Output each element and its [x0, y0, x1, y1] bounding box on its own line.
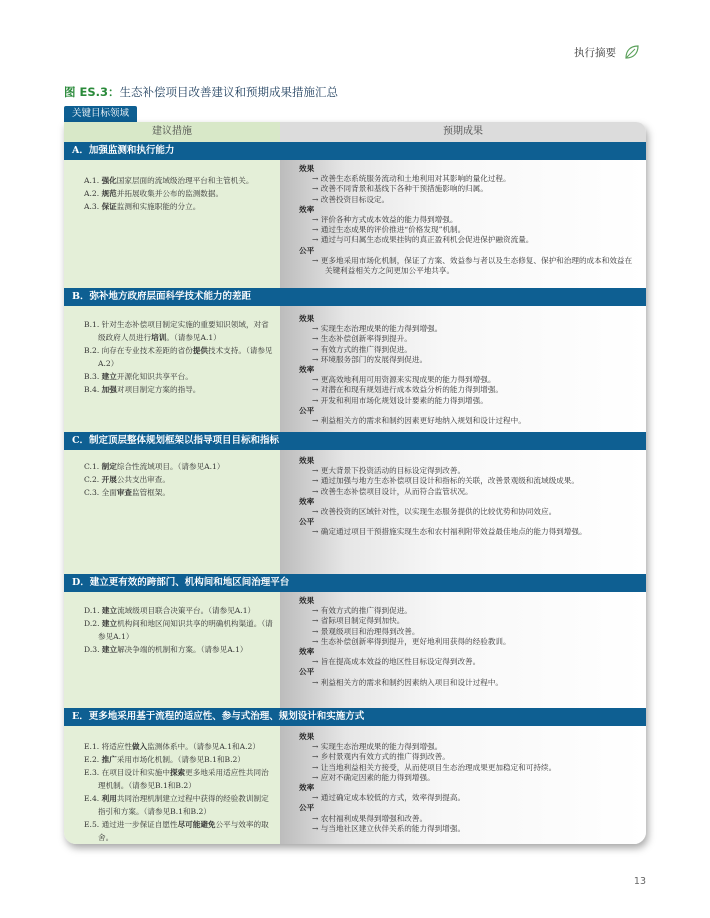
measure-keyword: 制定: [101, 462, 117, 471]
measure-keyword: 推广: [101, 755, 117, 764]
measure-item: [84, 753, 274, 766]
result-item: → 改善投资的区域针对性，以实现生态服务提供的比较优势和协同效应。: [312, 507, 557, 517]
measure-text: 监管框架。: [132, 488, 170, 497]
result-item: → 通过确定成本较低的方式，效率得到提高。: [312, 793, 466, 803]
measure-number: D.1.: [84, 606, 100, 615]
measure-text: 将适应性: [101, 742, 132, 751]
measure-item: [84, 344, 274, 370]
result-item: → 有效方式的推广得到促进。: [312, 606, 412, 616]
figure-title: [64, 84, 338, 100]
measure-text: 针对生态补偿项目制定实施的重要知识领域，对省级政府人员进行: [98, 320, 269, 342]
measure-text: 。（请参见A.1）: [166, 333, 221, 342]
section-label: 执行摘要: [574, 46, 616, 59]
result-item: → 生态补偿创新率得到提升。: [312, 334, 412, 344]
measure-keyword: 强化: [101, 176, 117, 185]
result-category: 效果: [299, 596, 315, 605]
result-category: 效果: [299, 732, 315, 741]
result-item: → 改善投资目标设定。: [312, 194, 390, 204]
measure-text: 流域级项目联合决策平台。（请参见A.1）: [117, 606, 256, 615]
measure-keyword: 利用: [101, 794, 117, 803]
result-item: → 实现生态治理成果的能力得到增强。: [312, 324, 443, 334]
results-list: [299, 732, 639, 834]
result-category: 效率: [299, 783, 315, 793]
result-category: 效率: [299, 647, 315, 657]
result-category: 效率: [299, 496, 315, 506]
measure-item: [84, 370, 274, 383]
results-list: [299, 164, 639, 276]
section-header: C．制定顶层整体规划框架以指导项目目标和指标: [64, 432, 646, 450]
measure-item: [84, 200, 274, 213]
measure-number: E.1.: [84, 742, 100, 751]
measures-list: [84, 460, 274, 499]
measure-item: [84, 792, 274, 818]
leaf-icon: [624, 44, 640, 60]
measure-number: B.4.: [84, 385, 100, 394]
measure-number: E.4.: [84, 794, 100, 803]
measure-item: [84, 187, 274, 200]
result-item: → 更高效地利用可用资源来实现成果的能力得到增强。: [312, 375, 496, 385]
measure-number: C.2.: [84, 475, 100, 484]
section-header: A．加强监测和执行能力: [64, 142, 646, 160]
result-item: → 让当地利益相关方接受，从而使项目生态治理成果更加稳定和可持续。: [312, 762, 557, 772]
result-item: → 应对不确定因素的能力得到增强。: [312, 772, 435, 782]
measure-keyword: 建立: [101, 372, 117, 381]
result-category: 公平: [299, 803, 315, 813]
measure-keyword: 建立: [101, 645, 118, 654]
measure-keyword: 保证: [101, 202, 117, 211]
measure-number: B.3.: [84, 372, 100, 381]
result-category: 效果: [299, 314, 315, 323]
measure-text: 机构间和地区间知识共享的明确机构渠道。（请参见A.1）: [98, 619, 273, 641]
measure-number: A.3.: [84, 202, 100, 211]
measure-number: E.2.: [84, 755, 100, 764]
key-area-tag: 关键目标领域: [64, 106, 137, 122]
measure-number: C.3.: [84, 488, 100, 497]
measure-item: [84, 486, 274, 499]
results-list: [299, 314, 639, 426]
measure-item: [84, 473, 274, 486]
measure-keyword: 建立: [101, 619, 118, 628]
result-category: 公平: [299, 667, 315, 677]
result-item: → 实现生态治理成果的能力得到增强。: [312, 742, 443, 752]
measure-text: 公平与效率的取舍。: [98, 820, 269, 842]
measure-item: [84, 604, 274, 617]
measure-text: 更多地采用适应性共同治理机制。（请参见B.1和B.2）: [98, 768, 269, 790]
result-item: → 有效方式的推广得到促进。: [312, 344, 412, 354]
result-category: 效果: [299, 164, 315, 173]
result-category: 公平: [299, 517, 315, 527]
result-item: → 改善生态系统服务流动和土地利用对其影响的量化过程。: [312, 174, 511, 184]
measure-item: [84, 617, 274, 643]
measures-list: [84, 604, 274, 656]
measure-number: E.3.: [84, 768, 100, 777]
result-item: → 与当地社区建立伙伴关系的能力得到增强。: [312, 823, 466, 833]
measures-list: [84, 174, 274, 213]
measure-text: 在项目设计和实施中: [101, 768, 170, 777]
measure-text: 向存在专业技术差距的省份: [101, 346, 193, 355]
measure-text: 采用市场化机制。（请参见B.1和B.2）: [116, 755, 245, 764]
result-category: 效率: [299, 365, 315, 375]
result-item: → 通过生态成果的评价推进“价格发现”机制。: [312, 225, 466, 235]
summary-table: [64, 106, 646, 844]
result-item: → 更多地采用市场化机制，保证了方案、效益参与者以及生态修复、保护和治理的成本和效益在关键利益相关方之间更加公平地共享。: [312, 255, 633, 276]
result-item: → 评价各种方式成本效益的能力得到增强。: [312, 215, 458, 225]
measure-text: 监测和实施职能的分立。: [116, 202, 201, 211]
measures-column-header: 建议措施: [64, 122, 280, 142]
page-number: 13: [633, 876, 646, 887]
measure-item: [84, 383, 274, 396]
measure-item: [84, 740, 274, 753]
figure-caption: 生态补偿项目改善建议和预期成果措施汇总: [119, 85, 339, 99]
result-item: → 生态补偿创新率得到提升，更好地利用获得的经验教训。: [312, 636, 511, 646]
results-list: [299, 596, 639, 688]
measure-number: B.1.: [84, 320, 100, 329]
measure-keyword: 培训: [151, 333, 167, 342]
measure-keyword: 开展: [101, 475, 117, 484]
measure-number: A.2.: [84, 189, 100, 198]
measure-keyword: 审查: [116, 488, 132, 497]
result-item: → 旨在提高成本效益的地区性目标设定得到改善。: [312, 657, 481, 667]
measure-item: [84, 174, 274, 187]
table-panel: [64, 122, 646, 844]
result-item: → 景观级项目和治理得到改善。: [312, 626, 420, 636]
result-item: → 农村福利成果得到增强和改善。: [312, 813, 428, 823]
measure-number: C.1.: [84, 462, 100, 471]
measure-text: 综合性流域项目。（请参见A.1）: [116, 462, 225, 471]
measure-item: [84, 643, 274, 656]
result-item: → 利益相关方的需求和制约因素更好地纳入规划和设计过程中。: [312, 416, 526, 426]
result-item: → 环境服务部门的发展得到促进。: [312, 354, 428, 364]
result-category: 公平: [299, 405, 315, 415]
measure-text: 共同治理机制建立过程中获得的经验教训制定指引和方案。（请参见B.1和B.2）: [98, 794, 269, 816]
measure-item: [84, 318, 274, 344]
measure-keyword: 尽可能避免: [177, 820, 216, 829]
measure-item: [84, 460, 274, 473]
measure-number: D.3.: [84, 645, 100, 654]
result-item: → 利益相关方的需求和制约因素纳入项目和设计过程中。: [312, 677, 504, 687]
section-header: B．弥补地方政府层面科学技术能力的差距: [64, 288, 646, 306]
measure-text: 公共支出审查。: [116, 475, 170, 484]
measure-keyword: 探索: [169, 768, 186, 777]
measures-list: [84, 318, 274, 396]
measure-text: 全面: [101, 488, 117, 497]
result-item: → 乡村景观内有效方式的推广得到改善。: [312, 752, 450, 762]
result-item: → 改善生态补偿项目设计，从而符合监管状况。: [312, 486, 473, 496]
measure-keyword: 规范: [101, 189, 117, 198]
measures-list: [84, 740, 274, 844]
measure-text: 监测体系中。（请参见A.1和A.2）: [147, 742, 260, 751]
measure-text: 开源化知识共享平台。: [116, 372, 193, 381]
figure-label: 图 ES.3：: [64, 85, 120, 99]
result-item: → 开发和利用市场化规划设计要素的能力得到增强。: [312, 395, 488, 405]
measure-text: 对项目制定方案的指导。: [116, 385, 201, 394]
measure-text: 并拓展收集并公布的监测数据。: [116, 189, 224, 198]
measure-keyword: 建立: [101, 606, 118, 615]
measure-item: [84, 766, 274, 792]
measure-text: 通过进一步保证自愿性: [101, 820, 178, 829]
section-header: D．建立更有效的跨部门、机构间和地区间治理平台: [64, 574, 646, 592]
measure-number: B.2.: [84, 346, 100, 355]
result-item: → 通过加强与地方生态补偿项目设计和指标的关联，改善景观级和流域级成果。: [312, 476, 579, 486]
running-head: [574, 44, 640, 60]
measure-keyword: 做入: [132, 742, 148, 751]
results-column-header: 预期成果: [280, 122, 646, 142]
section-header: E．更多地采用基于流程的适应性、参与式治理、规划设计和实施方式: [64, 708, 646, 726]
result-item: → 改善不同背景和基线下各种干预措施影响的归属。: [312, 184, 488, 194]
measure-text: 国家层面的流域级治理平台和主管机关。: [116, 176, 254, 185]
measure-keyword: 提供: [192, 346, 208, 355]
result-category: 公平: [299, 245, 315, 255]
result-item: → 通过与可归属生态成果挂钩的真正盈利机会促进保护融资流量。: [312, 235, 534, 245]
measure-item: [84, 818, 274, 844]
result-category: 效果: [299, 456, 315, 465]
measure-number: D.2.: [84, 619, 100, 628]
measure-text: 解决争端的机制和方案。（请参见A.1）: [117, 645, 248, 654]
result-item: → 省际项目制定得到加快。: [312, 616, 405, 626]
result-item: → 确定通过项目干预措施实现生态和农村福利附带效益最佳地点的能力得到增强。: [312, 527, 587, 537]
measure-number: E.5.: [84, 820, 100, 829]
measure-text: 技术支持。（请参见A.2）: [98, 346, 273, 368]
measure-number: A.1.: [84, 176, 100, 185]
result-item: → 更大背景下投资活动的目标设定得到改善。: [312, 466, 466, 476]
result-category: 效率: [299, 204, 315, 214]
result-item: → 对潜在和现有规划进行成本效益分析的能力得到增强。: [312, 385, 504, 395]
results-list: [299, 456, 639, 538]
measure-keyword: 加强: [101, 385, 117, 394]
